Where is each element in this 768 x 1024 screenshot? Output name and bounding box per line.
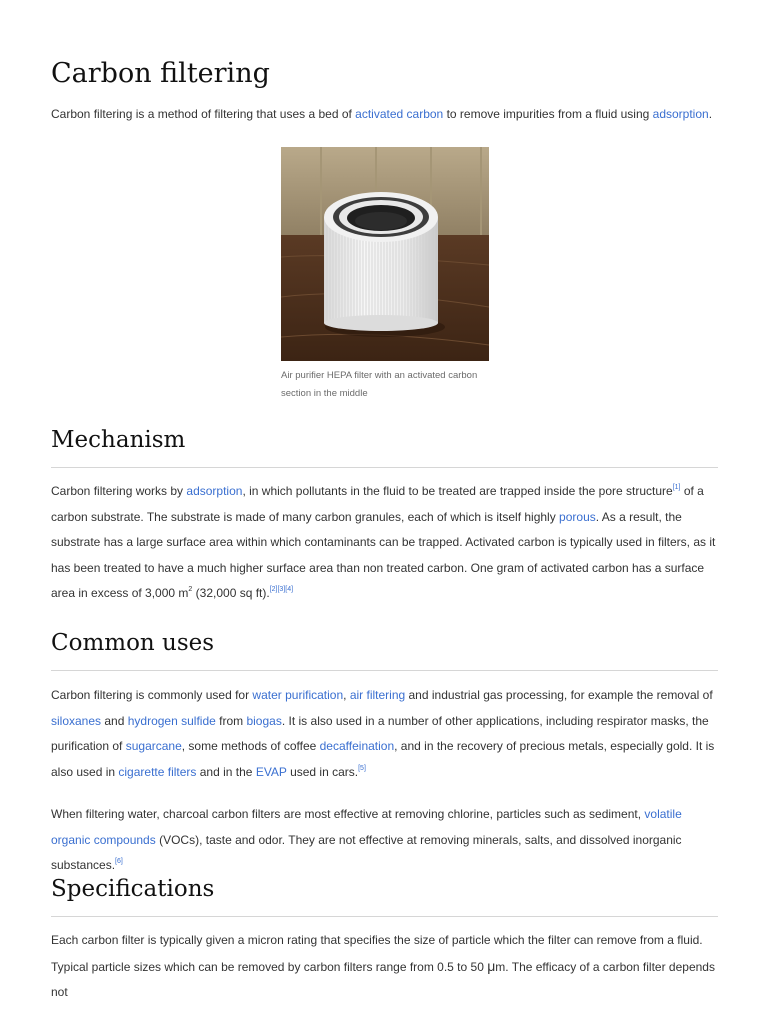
citation-link[interactable]: [6] <box>115 858 123 865</box>
link-porous[interactable]: porous <box>559 509 596 524</box>
body-text: of a carbon substrate. The substrate is made of many carbon granules, each of which is itself highly <box>51 484 704 524</box>
citation-link[interactable]: [1] <box>672 484 681 491</box>
body-text: , <box>343 688 350 702</box>
heading-divider <box>51 916 718 917</box>
section-heading-mechanism <box>51 425 718 468</box>
citation-link[interactable]: [5] <box>358 764 366 772</box>
heading-common-uses: Common uses <box>51 630 215 656</box>
common-uses-paragraph-1 <box>51 683 718 785</box>
link-activated-carbon[interactable]: activated carbon <box>355 107 444 121</box>
body-text: , in which pollutants in the fluid to be treated are trapped inside the pore structure <box>242 484 673 498</box>
body-text: and industrial gas processing, for example the removal of <box>405 688 713 702</box>
body-text: from <box>215 713 247 728</box>
specifications-paragraph <box>51 928 718 1006</box>
body-text: , some methods of coffee <box>181 739 320 753</box>
body-text: Carbon filtering is commonly used for <box>51 688 253 702</box>
air-purifier-filter-photo[interactable] <box>281 147 489 361</box>
body-text: When filtering water, charcoal carbon filters are most effective at removing chlorine, particles such as sediment, <box>51 807 645 821</box>
body-text: Carbon filtering works by <box>51 484 187 498</box>
body-text: (32,000 sq ft). <box>192 586 270 600</box>
citation-link[interactable]: [2][3][4] <box>269 586 294 593</box>
heading-divider <box>51 467 718 468</box>
intro-text: to remove impurities from a fluid using <box>443 107 653 121</box>
link-water-purification[interactable]: water purification <box>252 688 344 702</box>
link-adsorption[interactable]: adsorption <box>652 107 709 121</box>
link-siloxanes[interactable]: siloxanes <box>51 713 102 728</box>
figure <box>281 147 489 403</box>
body-text: (VOCs), taste and odor. They are not effective at removing minerals, salts, and dissolved inorganic substances. <box>51 832 682 872</box>
body-text: , and in the recovery of precious metals, especially gold. It is also used in <box>51 739 715 779</box>
link-hydrogen-sulfide[interactable]: hydrogen sulfide <box>127 713 216 728</box>
mechanism-paragraph <box>51 479 718 607</box>
body-text: used in cars. <box>286 764 359 779</box>
body-text: . It is also used in a number of other applications, including respirator masks, the purification of <box>51 713 709 753</box>
section-heading-common-uses <box>51 628 718 671</box>
heading-divider <box>51 670 718 671</box>
body-text: m. The efficacy of a carbon filter depends not <box>51 959 715 999</box>
body-text: . As a result, the substrate has a large surface area within which contaminants can be trapped. Activated carbon is typically used in filters, as it has been treated to have a much higher surface area than non treated carbon. One gram of activated carbon has a surface area in excess of 3,000 m <box>51 509 716 600</box>
link-evap[interactable]: EVAP <box>255 764 287 779</box>
intro-paragraph <box>51 102 718 128</box>
link-biogas[interactable]: biogas <box>246 713 282 728</box>
superscript-2: 2 <box>188 586 193 593</box>
section-heading-specifications <box>51 874 718 917</box>
body-text: and <box>101 713 128 728</box>
page-title: Carbon filtering <box>51 58 270 89</box>
intro-text: Carbon filtering is a method of filtering that uses a bed of <box>51 107 356 121</box>
link-volatile-organic-compounds[interactable]: volatile organic compounds <box>51 807 682 847</box>
body-text: Each carbon filter is typically given a micron rating that specifies the size of particle which the filter can remove from a fluid. Typical particle sizes which can be removed by carbon filters range from 0.5 to 50 <box>51 933 703 974</box>
mu-symbol: μ <box>487 957 496 974</box>
common-uses-paragraph-2 <box>51 802 718 879</box>
link-cigarette-filters[interactable]: cigarette filters <box>118 764 197 779</box>
link-air-filtering[interactable]: air filtering <box>349 688 406 702</box>
heading-specifications: Specifications <box>51 876 215 902</box>
intro-text: . <box>708 107 713 121</box>
link-decaffeination[interactable]: decaffeination <box>319 739 395 753</box>
link-adsorption[interactable]: adsorption <box>186 484 243 498</box>
body-text: and in the <box>196 764 256 779</box>
heading-mechanism: Mechanism <box>51 427 186 453</box>
figure-caption: Air purifier HEPA filter with an activated carbon section in the middle <box>281 370 478 399</box>
link-sugarcane[interactable]: sugarcane <box>125 739 182 753</box>
